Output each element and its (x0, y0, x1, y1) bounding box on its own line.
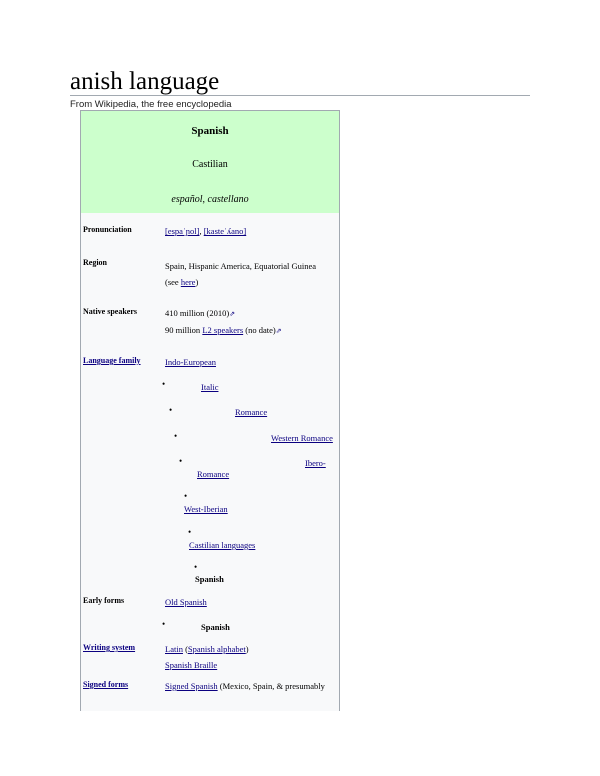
region-see-text: (see (165, 277, 181, 287)
writing-system-label[interactable]: Writing system (83, 643, 136, 652)
region-here-link[interactable]: here (180, 277, 196, 287)
native-name-castellano: castellano (207, 194, 249, 205)
signed-spanish-link[interactable]: Signed Spanish (165, 681, 218, 691)
pronunciation-value (165, 223, 246, 239)
pronunciation-label: Pronunciation (83, 225, 132, 234)
native-speakers-line-1 (165, 305, 282, 322)
region-close-paren: ) (195, 277, 199, 287)
region-line-2 (165, 274, 316, 290)
infobox-native-name (81, 194, 339, 205)
external-link-icon[interactable]: ⇗ (275, 327, 282, 335)
family-indo-european-link[interactable]: Indo-European (165, 357, 216, 367)
l2-count: 90 million (165, 325, 203, 335)
family-ibero-link[interactable]: Ibero- (305, 458, 326, 468)
tree-bullet: • (184, 491, 188, 501)
region-value (165, 258, 316, 290)
ipa-castellano-link[interactable]: [kasteˈʎano] (203, 226, 247, 236)
l2-date: (no date) (243, 325, 276, 335)
tree-bullet: • (169, 405, 173, 415)
signed-forms-rest: (Mexico, Spain, & presumably (217, 681, 325, 691)
signed-forms-label[interactable]: Signed forms (83, 680, 129, 689)
writing-open-paren: ( (182, 644, 188, 654)
family-italic-link[interactable]: Italic (201, 382, 219, 392)
ipa-separator: , (199, 226, 204, 236)
family-western-romance-link[interactable]: Western Romance (271, 433, 333, 443)
language-infobox (80, 110, 340, 711)
ipa-espanol-link[interactable]: [espaˈɲol] (165, 226, 200, 236)
infobox-language-name: Spanish (191, 125, 229, 137)
spanish-braille-link[interactable]: Spanish Braille (165, 660, 218, 670)
tree-bullet: • (162, 379, 166, 389)
family-castilian-languages-link[interactable]: Castilian languages (189, 540, 256, 550)
native-name-espanol: español (171, 194, 203, 205)
infobox-alt-name: Castilian (192, 159, 228, 170)
page-title: anish language (70, 68, 220, 95)
language-family-label[interactable]: Language family (83, 356, 141, 365)
native-speakers-value (165, 305, 282, 339)
signed-forms-value (165, 678, 325, 694)
family-west-iberian-link[interactable]: West-Iberian (184, 504, 228, 514)
native-speakers-label: Native speakers (83, 307, 137, 316)
writing-close-paren: ) (245, 644, 249, 654)
tree-bullet: • (162, 619, 166, 629)
native-name-separator: , (202, 194, 208, 205)
spanish-alphabet-link[interactable]: Spanish alphabet (187, 644, 246, 654)
tree-bullet: • (194, 562, 198, 572)
latin-script-link[interactable]: Latin (165, 644, 183, 654)
family-ibero-romance-link[interactable]: Romance (197, 469, 230, 479)
native-speakers-line-2 (165, 322, 282, 339)
writing-system-line-1 (165, 641, 249, 657)
external-link-icon[interactable]: ⇗ (229, 310, 236, 318)
writing-system-line-2 (165, 657, 249, 673)
l2-speakers-link[interactable]: L2 speakers (202, 325, 244, 335)
writing-system-value (165, 641, 249, 673)
tree-bullet: • (174, 431, 178, 441)
region-label: Region (83, 258, 107, 267)
region-line-1: Spain, Hispanic America, Equatorial Guinea (165, 261, 317, 271)
site-tagline: From Wikipedia, the free encyclopedia (70, 99, 232, 110)
native-speakers-count: 410 million (2010) (165, 308, 230, 318)
family-romance-link[interactable]: Romance (235, 407, 268, 417)
old-spanish-link[interactable]: Old Spanish (165, 597, 207, 607)
title-divider (70, 95, 530, 96)
family-spanish-node: Spanish (195, 574, 224, 584)
early-forms-spanish-node: Spanish (201, 622, 230, 632)
tree-bullet: • (179, 456, 183, 466)
tree-bullet: • (188, 527, 192, 537)
infobox-header (81, 111, 339, 213)
early-forms-label: Early forms (83, 596, 125, 605)
